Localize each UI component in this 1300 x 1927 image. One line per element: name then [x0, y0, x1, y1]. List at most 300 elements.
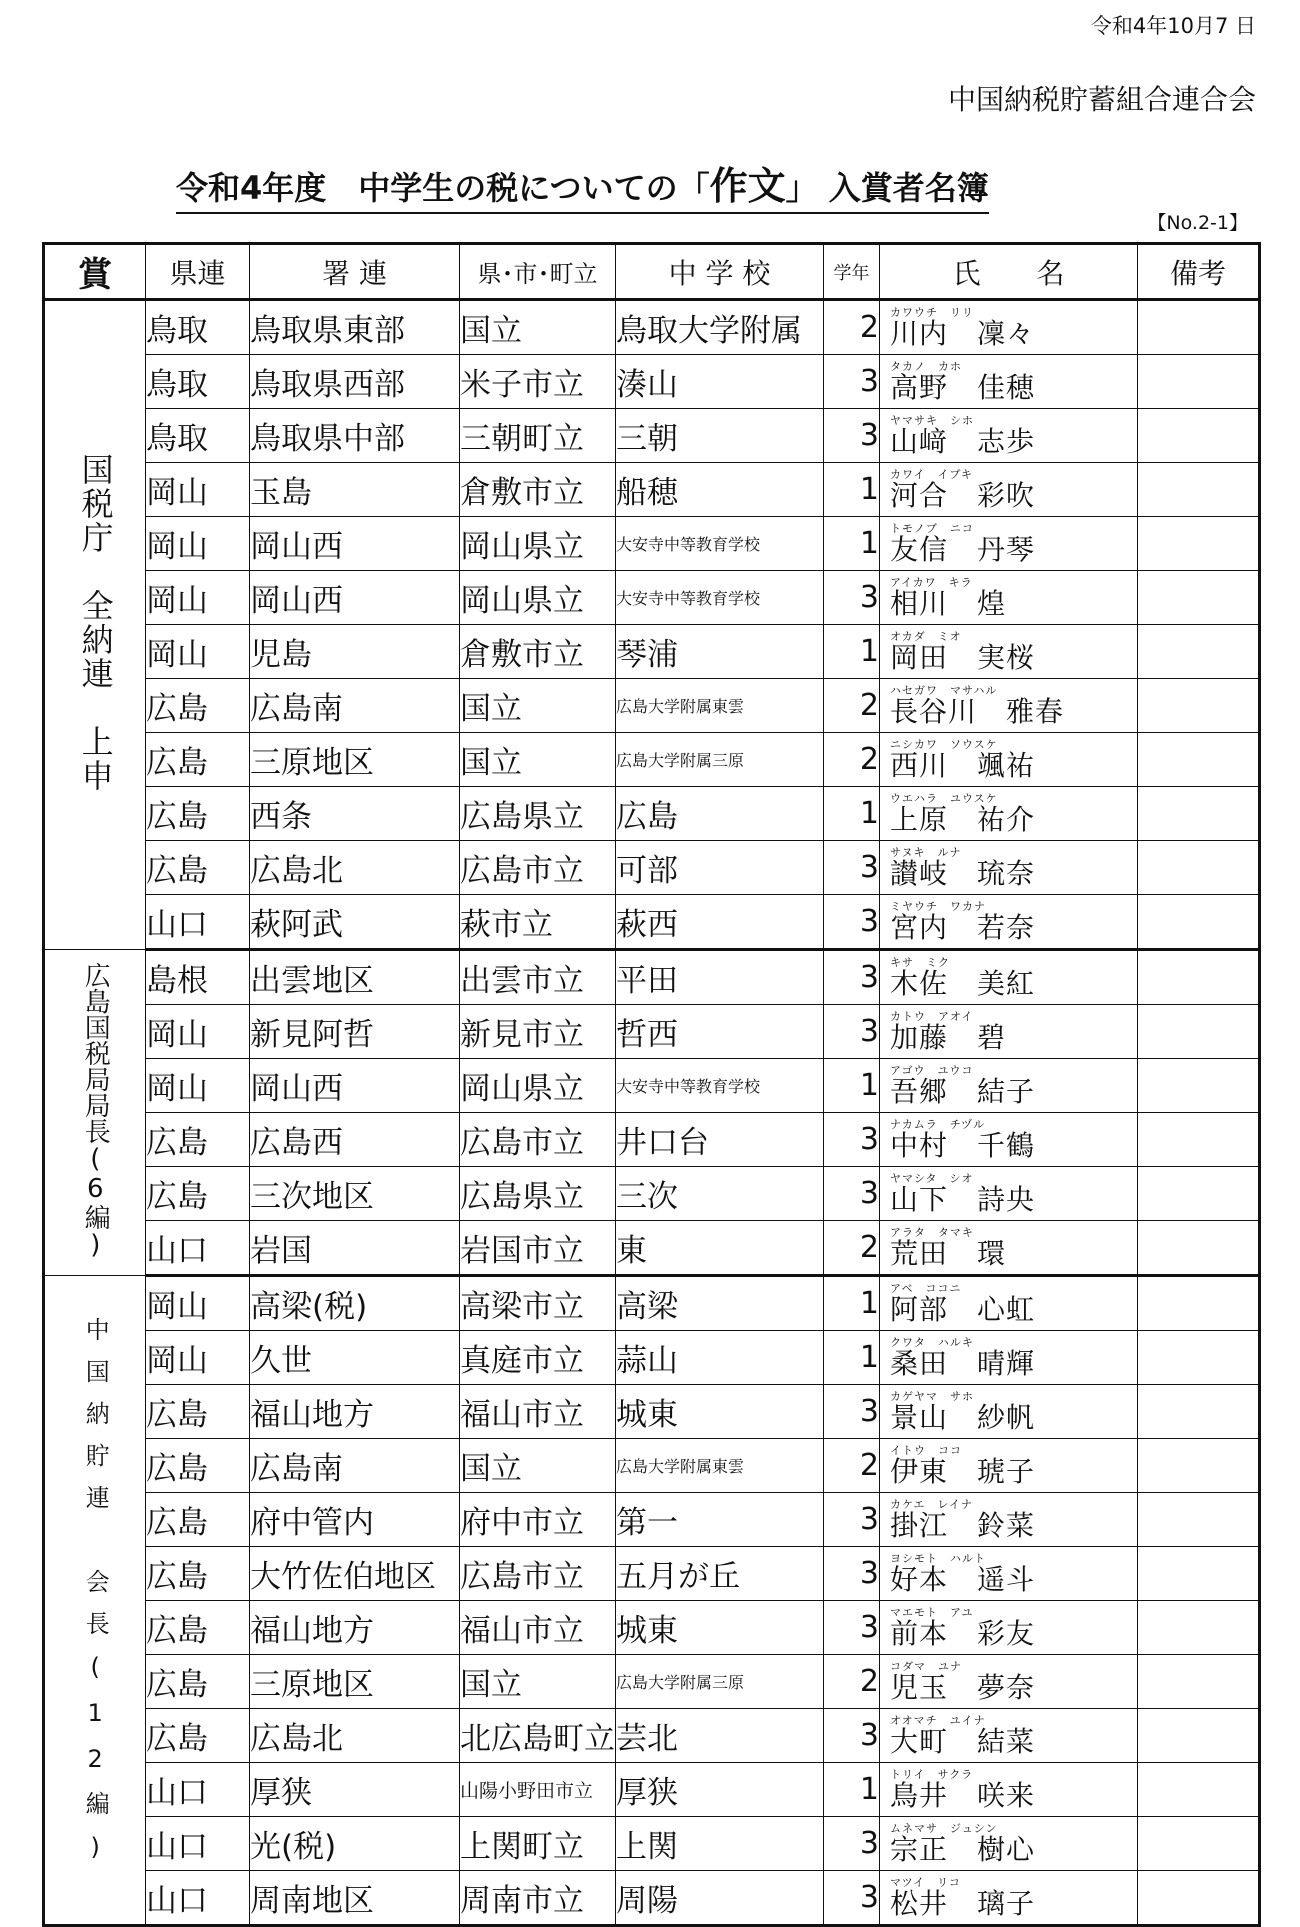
office-cell: 福山地方	[250, 1601, 460, 1655]
grade-cell: 2	[824, 679, 880, 733]
pref-cell: 広島	[146, 679, 250, 733]
school-cell: 可部	[616, 841, 824, 895]
school-type-cell: 広島県立	[460, 1167, 616, 1221]
award-category: 中国納貯連 会長(12編)	[81, 1317, 110, 1879]
remarks-cell	[1138, 1221, 1260, 1276]
table-row	[44, 733, 1260, 787]
remarks-cell	[1138, 733, 1260, 787]
name-cell	[880, 1763, 1138, 1817]
name-cell	[880, 355, 1138, 409]
awardees-table	[42, 242, 1261, 1927]
table-row	[44, 1005, 1260, 1059]
pref-cell: 岡山	[146, 1005, 250, 1059]
school-cell: 湊山	[616, 355, 824, 409]
name-kanji: 吾郷 結子	[890, 1075, 1036, 1108]
name-kanji: 加藤 碧	[890, 1021, 1007, 1054]
grade-cell: 3	[824, 1817, 880, 1871]
student-name	[880, 409, 1137, 462]
office-cell: 広島南	[250, 679, 460, 733]
grade-cell: 3	[824, 950, 880, 1005]
name-kanji: 児玉 夢奈	[890, 1671, 1036, 1704]
school-type-cell: 国立	[460, 1439, 616, 1493]
student-name	[880, 1763, 1137, 1816]
grade-cell: 3	[824, 1113, 880, 1167]
table-row	[44, 1385, 1260, 1439]
table-row	[44, 355, 1260, 409]
school-type-cell: 府中市立	[460, 1493, 616, 1547]
grade-cell: 1	[824, 1059, 880, 1113]
school-type-cell: 岡山県立	[460, 571, 616, 625]
grade-cell: 1	[824, 1763, 880, 1817]
title-prefix: 令和4年度 中学生の税についての「	[176, 169, 710, 207]
grade-cell: 1	[824, 787, 880, 841]
office-cell: 岡山西	[250, 1059, 460, 1113]
name-kanji: 西川 颯祐	[890, 749, 1036, 782]
remarks-cell	[1138, 1385, 1260, 1439]
table-row	[44, 841, 1260, 895]
grade-cell: 2	[824, 1439, 880, 1493]
table-row	[44, 463, 1260, 517]
table-row	[44, 1113, 1260, 1167]
pref-cell: 広島	[146, 1493, 250, 1547]
name-kanji: 山﨑 志歩	[890, 425, 1036, 458]
student-name	[880, 1331, 1137, 1384]
remarks-cell	[1138, 841, 1260, 895]
name-kanji: 伊東 琥子	[890, 1455, 1036, 1488]
school-cell: 東	[616, 1221, 824, 1276]
school-type-cell: 広島市立	[460, 1113, 616, 1167]
name-kanji: 宗正 樹心	[890, 1833, 1036, 1866]
remarks-cell	[1138, 1276, 1260, 1331]
name-kanji: 前本 彩友	[890, 1617, 1036, 1650]
table-row	[44, 1655, 1260, 1709]
table-row	[44, 1547, 1260, 1601]
name-furigana: ヤマシタ シオ	[890, 1172, 974, 1185]
name-furigana: トリイ サクラ	[890, 1768, 974, 1781]
student-name	[880, 1493, 1137, 1546]
name-kanji: 荒田 環	[890, 1237, 1007, 1270]
pref-cell: 岡山	[146, 1276, 250, 1331]
name-cell	[880, 1709, 1138, 1763]
office-cell: 岡山西	[250, 517, 460, 571]
office-cell: 広島北	[250, 841, 460, 895]
office-cell: 玉島	[250, 463, 460, 517]
name-kanji: 掛江 鈴菜	[890, 1509, 1036, 1542]
pref-cell: 広島	[146, 787, 250, 841]
office-cell: 鳥取県西部	[250, 355, 460, 409]
remarks-cell	[1138, 1655, 1260, 1709]
student-name	[880, 1871, 1137, 1924]
grade-cell: 3	[824, 409, 880, 463]
school-cell: 広島大学附属三原	[616, 1655, 824, 1709]
student-name	[880, 301, 1137, 354]
name-cell	[880, 1385, 1138, 1439]
school-cell: 広島大学附属東雲	[616, 679, 824, 733]
student-name	[880, 1817, 1137, 1870]
remarks-cell	[1138, 1059, 1260, 1113]
school-type-cell: 国立	[460, 1655, 616, 1709]
office-cell: 府中管内	[250, 1493, 460, 1547]
office-cell: 広島西	[250, 1113, 460, 1167]
remarks-cell	[1138, 571, 1260, 625]
student-name	[880, 355, 1137, 408]
office-cell: 出雲地区	[250, 950, 460, 1005]
school-type-cell: 高梁市立	[460, 1276, 616, 1331]
table-row	[44, 1763, 1260, 1817]
student-name	[880, 517, 1137, 570]
office-cell: 厚狭	[250, 1763, 460, 1817]
school-cell: 大安寺中等教育学校	[616, 1059, 824, 1113]
name-furigana: ヤマサキ シホ	[890, 414, 974, 427]
office-cell: 周南地区	[250, 1871, 460, 1926]
header-type: 県･市･町立	[460, 244, 616, 300]
school-cell: 城東	[616, 1601, 824, 1655]
school-type-cell: 岡山県立	[460, 1059, 616, 1113]
remarks-cell	[1138, 1167, 1260, 1221]
pref-cell: 鳥取	[146, 355, 250, 409]
remarks-cell	[1138, 1331, 1260, 1385]
organization-name: 中国納税貯蓄組合連合会	[947, 83, 1256, 116]
student-name	[880, 1167, 1137, 1220]
remarks-cell	[1138, 463, 1260, 517]
school-type-cell: 岩国市立	[460, 1221, 616, 1276]
name-furigana: カワウチ リリ	[890, 306, 974, 319]
grade-cell: 1	[824, 625, 880, 679]
name-furigana: トモノブ ニコ	[890, 522, 974, 535]
school-cell: 厚狭	[616, 1763, 824, 1817]
table-row	[44, 409, 1260, 463]
name-kanji: 大町 結菜	[890, 1725, 1036, 1758]
student-name	[880, 1005, 1137, 1058]
office-cell: 西条	[250, 787, 460, 841]
grade-cell: 3	[824, 841, 880, 895]
school-type-cell: 上関町立	[460, 1817, 616, 1871]
grade-cell: 1	[824, 1331, 880, 1385]
grade-cell: 2	[824, 1655, 880, 1709]
grade-cell: 3	[824, 895, 880, 950]
table-row	[44, 1817, 1260, 1871]
table-row	[44, 571, 1260, 625]
office-cell: 児島	[250, 625, 460, 679]
school-cell: 琴浦	[616, 625, 824, 679]
school-cell: 平田	[616, 950, 824, 1005]
name-kanji: 景山 紗帆	[890, 1401, 1036, 1434]
office-cell: 鳥取県東部	[250, 300, 460, 355]
remarks-cell	[1138, 1763, 1260, 1817]
school-type-cell: 国立	[460, 679, 616, 733]
school-cell: 広島大学附属三原	[616, 733, 824, 787]
school-cell: 周陽	[616, 1871, 824, 1926]
table-row	[44, 1601, 1260, 1655]
student-name	[880, 1547, 1137, 1600]
school-cell: 高梁	[616, 1276, 824, 1331]
name-cell	[880, 571, 1138, 625]
name-cell	[880, 1005, 1138, 1059]
pref-cell: 岡山	[146, 1331, 250, 1385]
grade-cell: 3	[824, 1601, 880, 1655]
name-kanji: 阿部 心虹	[890, 1293, 1036, 1326]
school-type-cell: 北広島町立	[460, 1709, 616, 1763]
table-row	[44, 625, 1260, 679]
name-furigana: オカダ ミオ	[890, 630, 962, 643]
name-cell	[880, 787, 1138, 841]
student-name	[880, 679, 1137, 732]
name-cell	[880, 1817, 1138, 1871]
name-cell	[880, 733, 1138, 787]
student-name	[880, 1655, 1137, 1708]
school-type-cell: 三朝町立	[460, 409, 616, 463]
pref-cell: 広島	[146, 733, 250, 787]
name-cell	[880, 841, 1138, 895]
school-type-cell: 広島県立	[460, 787, 616, 841]
remarks-cell	[1138, 517, 1260, 571]
remarks-cell	[1138, 1493, 1260, 1547]
student-name	[880, 733, 1137, 786]
pref-cell: 広島	[146, 1385, 250, 1439]
school-cell: 哲西	[616, 1005, 824, 1059]
name-furigana: アイカワ キラ	[890, 576, 973, 589]
student-name	[880, 841, 1137, 894]
school-cell: 船穂	[616, 463, 824, 517]
office-cell: 広島南	[250, 1439, 460, 1493]
title-suffix: 」 入賞者名簿	[785, 169, 989, 207]
table-row	[44, 679, 1260, 733]
remarks-cell	[1138, 300, 1260, 355]
table-row	[44, 1167, 1260, 1221]
school-type-cell: 周南市立	[460, 1871, 616, 1926]
name-kanji: 上原 祐介	[890, 803, 1036, 836]
school-cell: 広島大学附属東雲	[616, 1439, 824, 1493]
header-remarks: 備考	[1138, 244, 1260, 300]
header-pref: 県連	[146, 244, 250, 300]
name-cell	[880, 1059, 1138, 1113]
remarks-cell	[1138, 1601, 1260, 1655]
title-emphasis: 作文	[709, 164, 786, 208]
name-furigana: ニシカワ ソウスケ	[890, 738, 998, 751]
pref-cell: 広島	[146, 1167, 250, 1221]
name-furigana: マツイ リコ	[890, 1876, 961, 1889]
grade-cell: 3	[824, 1709, 880, 1763]
table-row	[44, 950, 1260, 1005]
student-name	[880, 625, 1137, 678]
grade-cell: 1	[824, 463, 880, 517]
header-grade: 学年	[824, 244, 880, 300]
table-row	[44, 300, 1260, 355]
school-type-cell: 広島市立	[460, 841, 616, 895]
office-cell: 岡山西	[250, 571, 460, 625]
award-category: 広島国税局局長(6編)	[80, 961, 111, 1260]
name-cell	[880, 1439, 1138, 1493]
school-cell: 広島	[616, 787, 824, 841]
name-furigana: ナカムラ チヅル	[890, 1118, 986, 1131]
office-cell: 高梁(税)	[250, 1276, 460, 1331]
pref-cell: 島根	[146, 950, 250, 1005]
name-kanji: 相川 煌	[890, 587, 1007, 620]
document-title	[176, 155, 989, 214]
name-cell	[880, 1331, 1138, 1385]
name-kanji: 岡田 実桜	[890, 641, 1036, 674]
name-cell	[880, 950, 1138, 1005]
name-furigana: ヨシモト ハルト	[890, 1552, 986, 1565]
award-category-cell	[44, 950, 146, 1276]
student-name	[880, 1385, 1137, 1438]
school-type-cell: 広島市立	[460, 1547, 616, 1601]
pref-cell: 岡山	[146, 625, 250, 679]
office-cell: 三原地区	[250, 1655, 460, 1709]
grade-cell: 1	[824, 517, 880, 571]
name-cell	[880, 1167, 1138, 1221]
table-row	[44, 1276, 1260, 1331]
pref-cell: 広島	[146, 1547, 250, 1601]
student-name	[880, 1059, 1137, 1112]
table-row	[44, 1331, 1260, 1385]
name-furigana: カトウ アオイ	[890, 1010, 974, 1023]
name-kanji: 鳥井 咲来	[890, 1779, 1036, 1812]
office-cell: 三原地区	[250, 733, 460, 787]
grade-cell: 3	[824, 1385, 880, 1439]
remarks-cell	[1138, 895, 1260, 950]
name-furigana: カケエ レイナ	[890, 1498, 974, 1511]
name-furigana: ミヤウチ ワカナ	[890, 900, 986, 913]
award-category: 国税庁 全納連 上申	[76, 453, 115, 793]
school-type-cell: 真庭市立	[460, 1331, 616, 1385]
award-category-cell	[44, 1276, 146, 1926]
student-name	[880, 951, 1137, 1004]
remarks-cell	[1138, 679, 1260, 733]
name-furigana: ウエハラ ユウスケ	[890, 792, 998, 805]
school-cell: 三次	[616, 1167, 824, 1221]
school-type-cell: 岡山県立	[460, 517, 616, 571]
school-cell: 三朝	[616, 409, 824, 463]
grade-cell: 3	[824, 1493, 880, 1547]
remarks-cell	[1138, 1709, 1260, 1763]
name-kanji: 中村 千鶴	[890, 1129, 1036, 1162]
pref-cell: 山口	[146, 1221, 250, 1276]
name-cell	[880, 895, 1138, 950]
name-kanji: 川内 凜々	[890, 317, 1036, 350]
header-award: 賞	[44, 244, 146, 300]
school-type-cell: 福山市立	[460, 1385, 616, 1439]
pref-cell: 岡山	[146, 463, 250, 517]
pref-cell: 岡山	[146, 517, 250, 571]
school-cell: 上関	[616, 1817, 824, 1871]
school-cell: 大安寺中等教育学校	[616, 517, 824, 571]
pref-cell: 広島	[146, 1709, 250, 1763]
table-row	[44, 1493, 1260, 1547]
name-furigana: マエモト アユ	[890, 1606, 974, 1619]
name-kanji: 松井 璃子	[890, 1887, 1036, 1920]
office-cell: 萩阿武	[250, 895, 460, 950]
office-cell: 三次地区	[250, 1167, 460, 1221]
student-name	[880, 787, 1137, 840]
table-row	[44, 787, 1260, 841]
remarks-cell	[1138, 625, 1260, 679]
name-furigana: アゴウ ユウコ	[890, 1064, 974, 1077]
table-row	[44, 895, 1260, 950]
student-name	[880, 1601, 1137, 1654]
table-row	[44, 1059, 1260, 1113]
office-cell: 広島北	[250, 1709, 460, 1763]
school-cell: 第一	[616, 1493, 824, 1547]
school-cell: 萩西	[616, 895, 824, 950]
name-cell	[880, 409, 1138, 463]
school-cell: 蒜山	[616, 1331, 824, 1385]
student-name	[880, 895, 1137, 948]
name-cell	[880, 517, 1138, 571]
pref-cell: 広島	[146, 1439, 250, 1493]
school-cell: 五月が丘	[616, 1547, 824, 1601]
name-cell	[880, 1655, 1138, 1709]
remarks-cell	[1138, 1547, 1260, 1601]
name-furigana: カゲヤマ サホ	[890, 1390, 974, 1403]
name-cell	[880, 1113, 1138, 1167]
name-kanji: 桑田 晴輝	[890, 1347, 1036, 1380]
name-furigana: コダマ ユナ	[890, 1660, 962, 1673]
name-furigana: サヌキ ルナ	[890, 846, 962, 859]
remarks-cell	[1138, 1439, 1260, 1493]
name-cell	[880, 1547, 1138, 1601]
school-type-cell: 山陽小野田市立	[460, 1763, 616, 1817]
header-office: 署 連	[250, 244, 460, 300]
name-furigana: ムネマサ ジュシン	[890, 1822, 998, 1835]
student-name	[880, 1439, 1137, 1492]
pref-cell: 鳥取	[146, 409, 250, 463]
remarks-cell	[1138, 355, 1260, 409]
grade-cell: 3	[824, 1167, 880, 1221]
name-furigana: アラタ タマキ	[890, 1226, 974, 1239]
table-header-row	[44, 244, 1260, 300]
name-kanji: 木佐 美紅	[890, 967, 1036, 1000]
table-row	[44, 1871, 1260, 1926]
name-furigana: オオマチ ユイナ	[890, 1714, 986, 1727]
student-name	[880, 1113, 1137, 1166]
office-cell: 鳥取県中部	[250, 409, 460, 463]
pref-cell: 広島	[146, 1113, 250, 1167]
pref-cell: 山口	[146, 1817, 250, 1871]
grade-cell: 1	[824, 1276, 880, 1331]
name-cell	[880, 1221, 1138, 1276]
grade-cell: 2	[824, 1221, 880, 1276]
report-date: 令和4年10月7 日	[1090, 14, 1256, 38]
student-name	[880, 463, 1137, 516]
name-cell	[880, 1601, 1138, 1655]
grade-cell: 3	[824, 1547, 880, 1601]
remarks-cell	[1138, 1113, 1260, 1167]
header-school: 中 学 校	[616, 244, 824, 300]
pref-cell: 山口	[146, 1763, 250, 1817]
school-type-cell: 新見市立	[460, 1005, 616, 1059]
school-cell: 芸北	[616, 1709, 824, 1763]
office-cell: 岩国	[250, 1221, 460, 1276]
remarks-cell	[1138, 409, 1260, 463]
remarks-cell	[1138, 950, 1260, 1005]
pref-cell: 広島	[146, 1655, 250, 1709]
grade-cell: 3	[824, 1871, 880, 1926]
table-row	[44, 1709, 1260, 1763]
name-furigana: ハセガワ マサハル	[890, 684, 998, 697]
table-row	[44, 1439, 1260, 1493]
student-name	[880, 571, 1137, 624]
grade-cell: 3	[824, 1005, 880, 1059]
pref-cell: 広島	[146, 841, 250, 895]
name-kanji: 山下 詩央	[890, 1183, 1036, 1216]
table-body	[44, 300, 1260, 1926]
pref-cell: 山口	[146, 1871, 250, 1926]
office-cell: 新見阿哲	[250, 1005, 460, 1059]
student-name	[880, 1221, 1137, 1274]
name-kanji: 河合 彩吹	[890, 479, 1036, 512]
name-furigana: カワイ イブキ	[890, 468, 973, 481]
